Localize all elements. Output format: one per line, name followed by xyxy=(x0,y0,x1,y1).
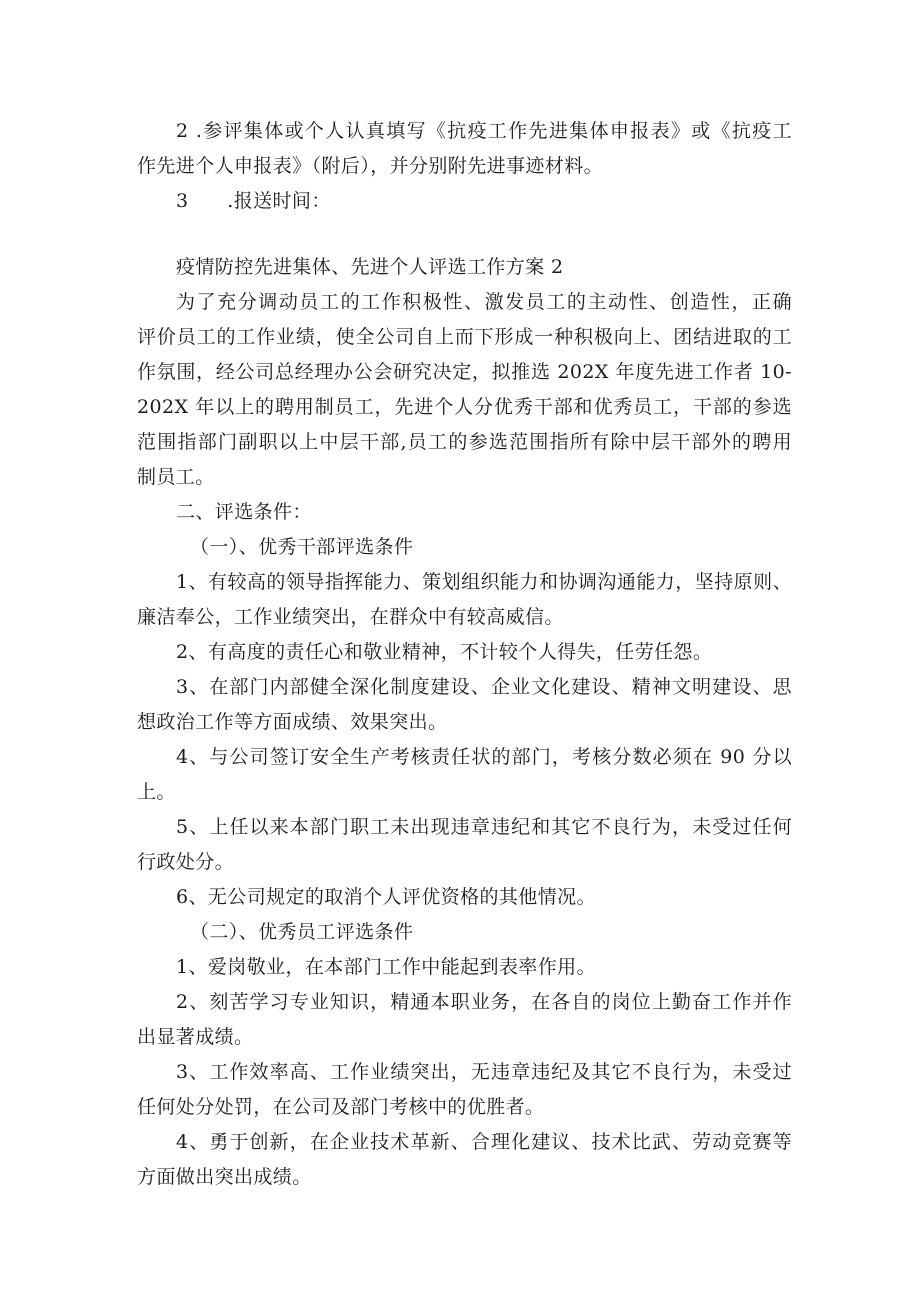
text-line: 2、刻苦学习专业知识，精通本职业务，在各自的岗位上勤奋工作并作 xyxy=(176,991,792,1013)
section-title: 疫情防控先进集体、先进个人评选工作方案 2 xyxy=(176,256,564,278)
text-line: 制员工。 xyxy=(137,466,215,488)
text-line: 作先进个人申报表》（附后），并分别附先进事迹材料。 xyxy=(137,155,604,177)
text-line: 6、无公司规定的取消个人评优资格的其他情况。 xyxy=(176,886,596,908)
text-line: 4、勇于创新，在企业技术革新、合理化建议、技术比武、劳动竞赛等 xyxy=(176,1131,792,1153)
text-line: 任何处分处罚，在公司及部门考核中的优胜者。 xyxy=(137,1096,545,1118)
text-line: 出显著成绩。 xyxy=(137,1026,254,1048)
text-line: 方面做出突出成绩。 xyxy=(137,1166,312,1188)
text-line: 1、有较高的领导指挥能力、策划组织能力和协调沟通能力，坚持原则、 xyxy=(176,571,792,593)
text-line: 想政治工作等方面成绩、效果突出。 xyxy=(137,711,448,733)
text-line: 廉洁奉公，工作业绩突出，在群众中有较高威信。 xyxy=(137,606,564,628)
text-line: 4、与公司签订安全生产考核责任状的部门，考核分数必须在 90 分以 xyxy=(176,746,792,768)
section-heading: 二、评选条件： xyxy=(176,501,312,523)
subsection-heading: （二）、优秀员工评选条件 xyxy=(190,921,414,943)
text-line: 1、爱岗敬业，在本部门工作中能起到表率作用。 xyxy=(176,956,596,978)
text-line: 为了充分调动员工的工作积极性、激发员工的主动性、创造性，正确 xyxy=(176,291,792,313)
text-line: 5、上任以来本部门职工未出现违章违纪和其它不良行为，未受过任何 xyxy=(176,816,792,838)
subsection-heading: （一）、优秀干部评选条件 xyxy=(190,536,414,558)
text-line: 上。 xyxy=(137,781,176,803)
text-line: 行政处分。 xyxy=(137,851,235,873)
text-line: 2、有高度的责任心和敬业精神，不计较个人得失，任劳任怨。 xyxy=(176,641,713,663)
text-line: 3、在部门内部健全深化制度建设、企业文化建设、精神文明建设、思 xyxy=(176,676,792,698)
text-line: 3、工作效率高、工作业绩突出，无违章违纪及其它不良行为，未受过 xyxy=(176,1061,792,1083)
text-line: 评价员工的工作业绩，使全公司自上而下形成一种积极向上、团结进取的工 xyxy=(137,326,792,348)
text-line: 2 .参评集体或个人认真填写《抗疫工作先进集体申报表》或《抗疫工 xyxy=(176,120,792,142)
text-line: 202X 年以上的聘用制员工，先进个人分优秀干部和优秀员工，干部的参选 xyxy=(137,396,792,418)
text-line: 范围指部门副职以上中层干部,员工的参选范围指所有除中层干部外的聘用 xyxy=(137,431,792,453)
text-line: 作氛围，经公司总经理办公会研究决定，拟推选 202X 年度先进工作者 10- xyxy=(137,361,792,383)
text-line: 3 .报送时间： xyxy=(176,190,331,212)
